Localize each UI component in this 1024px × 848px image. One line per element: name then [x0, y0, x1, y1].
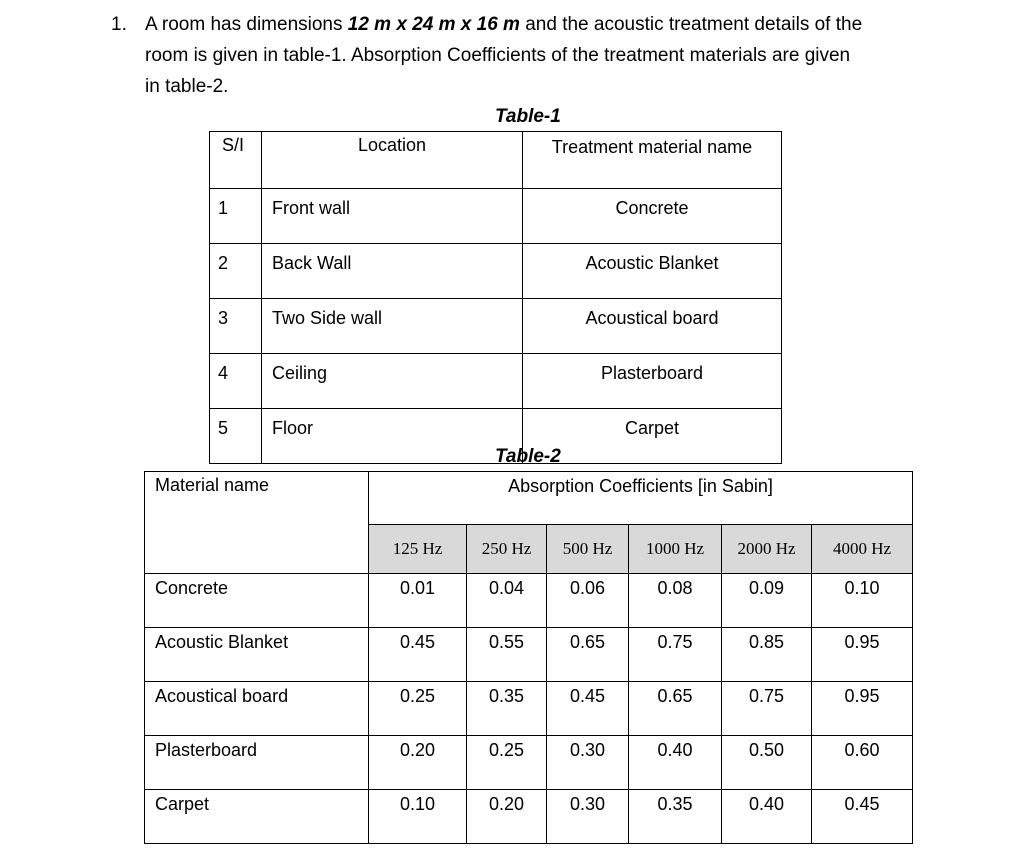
frequency-header: 4000 Hz [812, 525, 913, 574]
table1-sn: 5 [210, 409, 262, 464]
room-dimensions: 12 m x 24 m x 16 m [347, 14, 520, 35]
coefficient-cell: 0.20 [467, 790, 547, 844]
table1-material: Acoustic Blanket [523, 244, 782, 299]
table1-caption: Table-1 [495, 106, 561, 127]
coefficient-cell: 0.10 [369, 790, 467, 844]
table2-absorption-coefficients [144, 471, 913, 844]
table2-header-coefficients: Absorption Coefficients [in Sabin] [369, 472, 913, 525]
coefficient-cell: 0.95 [812, 682, 913, 736]
table1-sn: 3 [210, 299, 262, 354]
coefficient-cell: 0.08 [629, 574, 722, 628]
table1-location: Front wall [262, 189, 523, 244]
table2-header-row [145, 472, 913, 525]
coefficient-cell: 0.30 [547, 736, 629, 790]
table1-location: Ceiling [262, 354, 523, 409]
coefficient-cell: 0.06 [547, 574, 629, 628]
table1-location: Floor [262, 409, 523, 464]
coefficient-cell: 0.40 [722, 790, 812, 844]
table1-material: Plasterboard [523, 354, 782, 409]
frequency-header: 125 Hz [369, 525, 467, 574]
table-row [145, 736, 913, 790]
coefficient-cell: 0.01 [369, 574, 467, 628]
table1-material: Concrete [523, 189, 782, 244]
frequency-header: 500 Hz [547, 525, 629, 574]
coefficient-cell: 0.35 [629, 790, 722, 844]
table2-material-name: Concrete [145, 574, 369, 628]
coefficient-cell: 0.85 [722, 628, 812, 682]
table-row [145, 682, 913, 736]
coefficient-cell: 0.04 [467, 574, 547, 628]
frequency-header: 250 Hz [467, 525, 547, 574]
table1-material: Acoustical board [523, 299, 782, 354]
coefficient-cell: 0.75 [629, 628, 722, 682]
coefficient-cell: 0.45 [812, 790, 913, 844]
table-row [210, 299, 782, 354]
table2-material-name: Acoustic Blanket [145, 628, 369, 682]
table1-header-row [210, 132, 782, 189]
table1-location: Back Wall [262, 244, 523, 299]
coefficient-cell: 0.30 [547, 790, 629, 844]
table-row [145, 574, 913, 628]
coefficient-cell: 0.25 [467, 736, 547, 790]
table1-header-location: Location [262, 132, 523, 189]
table2-material-name: Acoustical board [145, 682, 369, 736]
table1-treatment-details [209, 131, 782, 464]
table1-material: Carpet [523, 409, 782, 464]
table-row [210, 189, 782, 244]
table-row [145, 790, 913, 844]
table-row [210, 244, 782, 299]
question-line-3: in table-2. [145, 76, 229, 97]
coefficient-cell: 0.25 [369, 682, 467, 736]
question-line-1 [145, 14, 862, 36]
table2-caption: Table-2 [495, 446, 561, 467]
table2-material-name: Carpet [145, 790, 369, 844]
coefficient-cell: 0.35 [467, 682, 547, 736]
coefficient-cell: 0.50 [722, 736, 812, 790]
coefficient-cell: 0.60 [812, 736, 913, 790]
table1-location: Two Side wall [262, 299, 523, 354]
question-number: 1. [111, 14, 127, 35]
table1-sn: 1 [210, 189, 262, 244]
table1-header-sn: S/I [210, 132, 262, 189]
question-text-1b: and the acoustic treatment details of the [519, 14, 863, 35]
coefficient-cell: 0.40 [629, 736, 722, 790]
table1-sn: 4 [210, 354, 262, 409]
question-line-2: room is given in table-1. Absorption Coefficients of the treatment materials are given [145, 45, 851, 66]
coefficient-cell: 0.55 [467, 628, 547, 682]
coefficient-cell: 0.10 [812, 574, 913, 628]
frequency-header: 1000 Hz [629, 525, 722, 574]
coefficient-cell: 0.09 [722, 574, 812, 628]
coefficient-cell: 0.45 [547, 682, 629, 736]
table-row [145, 628, 913, 682]
table2-header-material: Material name [145, 472, 369, 574]
table1-header-material: Treatment material name [523, 132, 782, 189]
coefficient-cell: 0.75 [722, 682, 812, 736]
coefficient-cell: 0.45 [369, 628, 467, 682]
coefficient-cell: 0.20 [369, 736, 467, 790]
coefficient-cell: 0.65 [629, 682, 722, 736]
frequency-header: 2000 Hz [722, 525, 812, 574]
question-text-1a: A room has dimensions [145, 14, 348, 35]
table2-material-name: Plasterboard [145, 736, 369, 790]
table1-sn: 2 [210, 244, 262, 299]
coefficient-cell: 0.65 [547, 628, 629, 682]
coefficient-cell: 0.95 [812, 628, 913, 682]
table-row [210, 354, 782, 409]
